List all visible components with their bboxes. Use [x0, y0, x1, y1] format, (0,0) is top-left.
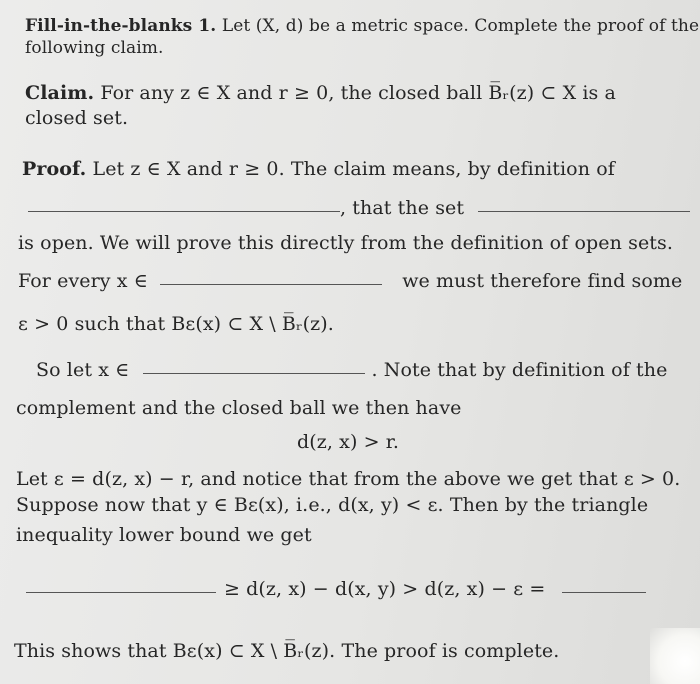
- proof-text-2: , that the set: [340, 197, 465, 219]
- proof-line-3: is open. We will prove this directly from the definition of open sets.: [18, 232, 674, 254]
- proof-text-1: Let z ∈ X and r ≥ 0. The claim means, by definition of: [92, 158, 615, 180]
- proof-text-4a: For every x ∈: [18, 270, 148, 292]
- inequality-chain: ≥ d(z, x) − d(x, y) > d(z, x) − ε =: [224, 578, 546, 600]
- blank-distance-zy[interactable]: [26, 591, 216, 593]
- proof-line-10: inequality lower bound we get: [16, 524, 312, 546]
- proof-line-8: Let ε = d(z, x) − r, and notice that from the above we get that ε > 0.: [16, 468, 681, 490]
- claim-line-2: closed set.: [25, 107, 129, 129]
- blank-let-x[interactable]: [143, 372, 365, 374]
- proof-text-6b: . Note that by definition of the: [371, 359, 668, 381]
- proof-line-9: Suppose now that y ∈ Bε(x), i.e., d(x, y) < ε. Then by the triangle: [16, 494, 649, 516]
- claim-statement: For any z ∈ X and r ≥ 0, the closed ball B̅ᵣ(z) ⊂ X is a: [100, 82, 616, 104]
- inequality-line: [26, 578, 646, 600]
- claim-label: Claim.: [25, 82, 95, 104]
- display-equation: d(z, x) > r.: [297, 431, 400, 453]
- claim-line-1: [25, 82, 616, 104]
- blank-result[interactable]: [562, 591, 646, 593]
- problem-heading: Fill-in-the-blanks 1.: [25, 16, 217, 36]
- blank-for-every-x[interactable]: [160, 283, 382, 285]
- problem-line-1: [25, 16, 699, 36]
- light-glare: [650, 628, 700, 684]
- blank-definition[interactable]: [28, 210, 340, 212]
- problem-intro: Let (X, d) be a metric space. Complete the proof of the: [221, 16, 700, 36]
- proof-line-5: ε > 0 such that Bε(x) ⊂ X \ B̅ᵣ(z).: [18, 313, 334, 335]
- proof-line-2: [28, 197, 690, 219]
- blank-complement-set[interactable]: [478, 210, 690, 212]
- proof-line-7: complement and the closed ball we then have: [16, 397, 462, 419]
- proof-line-6: [36, 359, 667, 381]
- proof-line-1: [22, 158, 615, 180]
- proof-line-4: [18, 270, 682, 292]
- conclusion-line: This shows that Bε(x) ⊂ X \ B̅ᵣ(z). The proof is complete.: [14, 640, 560, 662]
- proof-text-4b: we must therefore find some: [402, 270, 683, 292]
- problem-line-2: following claim.: [25, 38, 164, 58]
- proof-text-6a: So let x ∈: [36, 359, 130, 381]
- proof-label: Proof.: [22, 158, 87, 180]
